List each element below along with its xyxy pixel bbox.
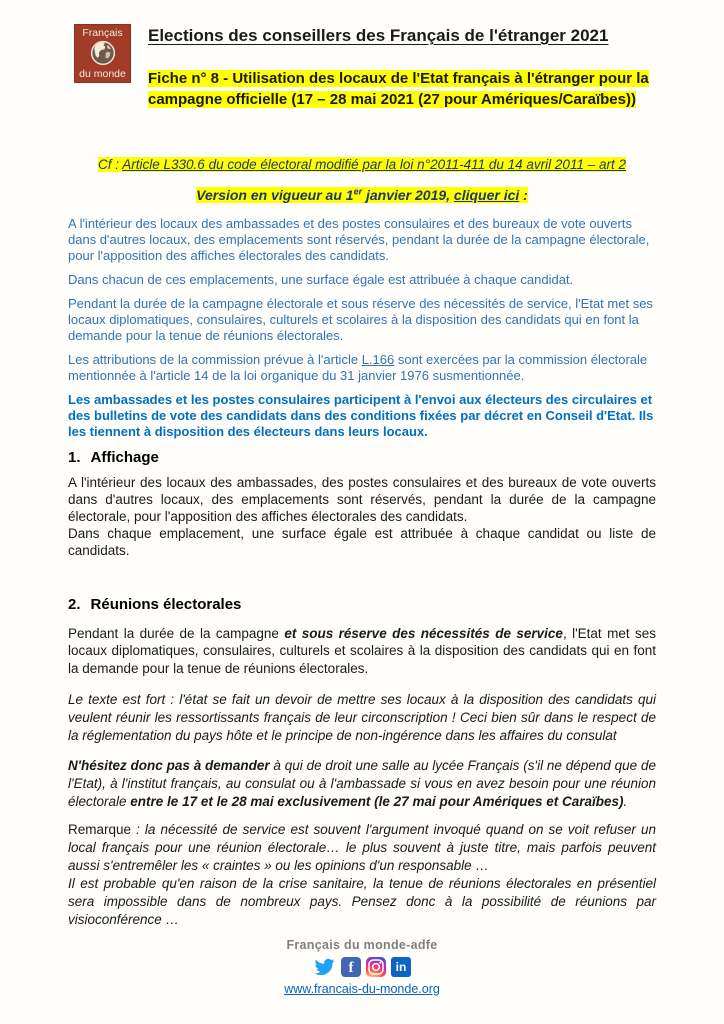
cliquer-ici-link[interactable]: cliquer ici	[453, 186, 520, 203]
s2-p1-pre: Pendant la durée de la campagne	[68, 625, 285, 641]
footer	[0, 938, 724, 996]
section-1-body	[68, 474, 656, 559]
fiche-subtitle-text: Fiche n° 8 - Utilisation des locaux de l'Etat français à l'étranger pour la campagne officielle (17 – 28 mai 2021 (27 pour Amériques/Caraïbes))	[148, 70, 649, 108]
section-1-heading	[68, 448, 656, 468]
social-icons-row	[0, 956, 724, 978]
section-2-title: Réunions électorales	[90, 595, 242, 613]
version-pre: Version en vigueur au 1	[196, 186, 354, 203]
law-p4-pre: Les attributions de la commission prévue à l'article	[68, 351, 362, 367]
version-highlight	[196, 187, 528, 203]
section-2-number: 2.	[68, 595, 81, 613]
law-excerpt	[68, 216, 656, 440]
section-1-number: 1.	[68, 448, 81, 466]
version-mid: janvier 2019,	[362, 186, 454, 203]
facebook-icon[interactable]: f	[341, 957, 361, 977]
section-2-paragraph-1	[68, 625, 656, 678]
law-paragraph-2: Dans chacun de ces emplacements, une surface égale est attribuée à chaque candidat.	[68, 271, 574, 287]
linkedin-icon[interactable]: in	[391, 957, 411, 977]
cf-reference-line	[68, 156, 656, 174]
call-italic: à qui de droit une salle au lycée Français (s'il ne dépend que de l'Etat), à l'institut français, au consulat ou à l'ambassade si vous en avez besoin pour une réunion électorale	[68, 758, 656, 810]
footer-org-name: Français du monde-adfe	[286, 938, 438, 952]
remark-paragraph	[68, 821, 656, 929]
call-to-action-paragraph	[68, 757, 656, 811]
version-post: :	[519, 186, 528, 203]
remark-label: Remarque	[68, 822, 132, 838]
call-bold-1: N'hésitez donc pas à demander	[68, 758, 270, 774]
law-paragraph-3: Pendant la durée de la campagne électorale et sous réserve des nécessités de service, l'Etat met ses locaux diplomatiques, consulaires, culturels et scolaires à la disposition des candidats qui en font la demande pour la tenue de réunions électorales.	[68, 295, 653, 343]
s2-p1-emphasis: et sous réserve des nécessités de service	[284, 625, 563, 641]
section-1-title: Affichage	[90, 448, 159, 466]
law-paragraph-5: Les ambassades et les postes consulaires participent à l'envoi aux électeurs des circulaires et des bulletins de vote des candidats dans des conditions fixées par décret en Conseil d'Etat. Ils les tiennent à disposition des électeurs dans leurs locaux.	[68, 391, 654, 439]
call-bold-2: entre le 17 et le 28 mai exclusivement (le 27 mai pour Amériques et Caraïbes)	[130, 794, 624, 810]
fiche-subtitle	[148, 68, 656, 110]
law-paragraph-4	[68, 352, 656, 384]
section-2-heading	[68, 595, 656, 615]
law-paragraph-1: A l'intérieur des locaux des ambassades et des postes consulaires et des bureaux de vote ouverts dans d'autres locaux, des emplacements sont réservés, pendant la durée de la campagne électorale, pour l'apposition des affiches électorales des candidats.	[68, 215, 650, 263]
footer-website-link-wrap	[0, 982, 724, 996]
version-line	[68, 182, 656, 204]
page-title: Elections des conseillers des Français de l'étranger 2021	[148, 26, 609, 45]
twitter-icon[interactable]	[313, 957, 336, 977]
cf-prefix: Cf :	[98, 157, 123, 172]
remark-text-2: Il est probable qu'en raison de la crise sanitaire, la tenue de réunions électorales en présentiel sera impossible dans de nombreux pays. Pensez donc à la possibilité de réunions par visioconférence …	[68, 876, 656, 928]
instagram-icon[interactable]	[366, 957, 386, 977]
section-1-paragraph-2: Dans chaque emplacement, une surface égale est attribuée à chaque candidat ou liste de candidats.	[68, 525, 656, 558]
call-end: .	[623, 794, 628, 810]
logo-text-bottom: du monde	[79, 68, 126, 80]
header	[68, 24, 656, 110]
version-superscript: er	[353, 186, 363, 196]
s2-p1-post: , l'Etat met ses locaux diplomatiques, consulaires, culturels et scolaires à la disposition des candidats qui en font la demande pour la tenue de réunions électorales.	[68, 625, 657, 676]
website-link[interactable]: www.francais-du-monde.org	[284, 982, 440, 996]
article-l166-link[interactable]: L.166	[361, 351, 395, 367]
section-1-paragraph-1: A l'intérieur des locaux des ambassades, des postes consulaires et des bureaux de vote ouverts dans d'autres locaux, des emplacements sont réservés, pendant la durée de la campagne électorale, pour l'apposition des affiches électorales des candidats.	[68, 474, 656, 524]
globe-icon	[90, 40, 116, 69]
legal-reference-block	[68, 156, 656, 204]
francais-du-monde-logo	[74, 24, 131, 83]
cf-highlight	[98, 157, 626, 172]
logo-text-top: Français	[82, 27, 123, 39]
commentary-paragraph: Le texte est fort : l'état se fait un devoir de mettre ses locaux à la disposition des candidats qui veulent réunir les ressortissants français de leur circonscription ! Ceci bien sûr dans le respect de la réglementation du pays hôte et le principe de non-ingérence dans les affaires du consulat	[68, 692, 656, 744]
article-l330-link[interactable]: Article L330.6 du code électoral modifié par la loi n°2011-411 du 14 avril 2011 – art 2	[122, 157, 626, 172]
header-text-block	[148, 24, 656, 110]
remark-text-1: : la nécessité de service est souvent l'argument invoqué quand on se voit refuser un local français pour une réunion électorale… le plus souvent à juste titre, mais parfois peuvent aussi s'entremêler les « craintes » ou les opinions d'un responsable …	[68, 822, 656, 874]
law-p4-post: sont exercées par la commission électorale mentionnée à l'article 14 de la loi organique du 31 janvier 1976 susmentionnée.	[68, 351, 648, 383]
